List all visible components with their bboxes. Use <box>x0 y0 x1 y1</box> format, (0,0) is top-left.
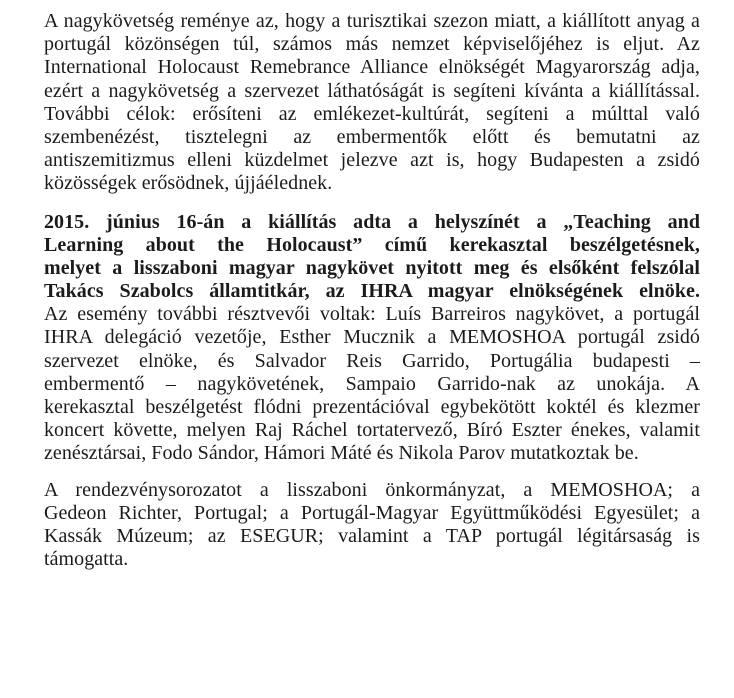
text-line: szervezet elnöke, és Salvador Reis Garrido, Portugália budapesti – <box>44 349 700 372</box>
text-line: koncert követte, melyen Raj Ráchel tortatervező, Bíró Eszter énekes, valamit <box>44 419 700 442</box>
text-line: szembenézést, tisztelegni az embermentők előtt és bemutatni az <box>44 125 700 148</box>
text-line: ezért a nagykövetség a szervezet láthatóságát is segíteni kívánta a kiállítással. <box>44 79 700 102</box>
text-line: Az esemény további résztvevői voltak: Luís Barreiros nagykövet, a portugál <box>44 303 700 326</box>
text-line: antiszemitizmus elleni küzdelmet jelezve azt is, hogy Budapesten a zsidó <box>44 149 700 172</box>
text-line-bold: melyet a lisszaboni magyar nagykövet nyitott meg és elsőként felszólal <box>44 256 700 279</box>
text-line: A nagykövetség reménye az, hogy a turisztikai szezon miatt, a kiállított anyag a <box>44 10 700 32</box>
paragraph-exhibition-goals <box>44 10 700 196</box>
text-line: embermentő – nagykövetének, Sampaio Garrido-nak az unokája. A <box>44 372 700 395</box>
text-line: International Holocaust Remebrance Alliance elnökségét Magyarország adja, <box>44 56 700 79</box>
document-page <box>44 10 700 571</box>
text-line: kerekasztal beszélgetést flódni prezentációval egybekötött koktél és klezmer <box>44 396 700 418</box>
text-line: További célok: erősíteni az emlékezet-kultúrát, segíteni a múlttal való <box>44 102 700 125</box>
text-line: támogatta. <box>44 548 129 571</box>
text-line-bold: Takács Szabolcs államtitkár, az IHRA magyar elnökségének elnöke. <box>44 280 700 303</box>
text-line-bold: 2015. június 16-án a kiállítás adta a helyszínét a „Teaching and <box>44 210 700 233</box>
text-line: IHRA delegáció vezetője, Esther Mucznik a MEMOSHOA portugál zsidó <box>44 326 700 349</box>
text-line: Kassák Múzeum; az ESEGUR; valamint a TAP portugál légitársaság is <box>44 524 700 547</box>
text-line-bold: Learning about the Holocaust” című kerekasztal beszélgetésnek, <box>44 233 700 256</box>
text-line: közösségek erősödnek, újjáélednek. <box>44 172 333 195</box>
paragraph-sponsors <box>44 479 700 572</box>
paragraph-roundtable-event <box>44 211 700 466</box>
text-line: zenésztársai, Fodo Sándor, Hámori Máté és Nikola Parov mutatkoztak be. <box>44 442 639 465</box>
text-line: Gedeon Richter, Portugal; a Portugál-Magyar Együttműködési Egyesület; a <box>44 501 700 524</box>
text-line: portugál közönségen túl, számos más nemzet képviselőjéhez is eljut. Az <box>44 33 700 56</box>
text-line: A rendezvénysorozatot a lisszaboni önkormányzat, a MEMOSHOA; a <box>44 478 700 501</box>
